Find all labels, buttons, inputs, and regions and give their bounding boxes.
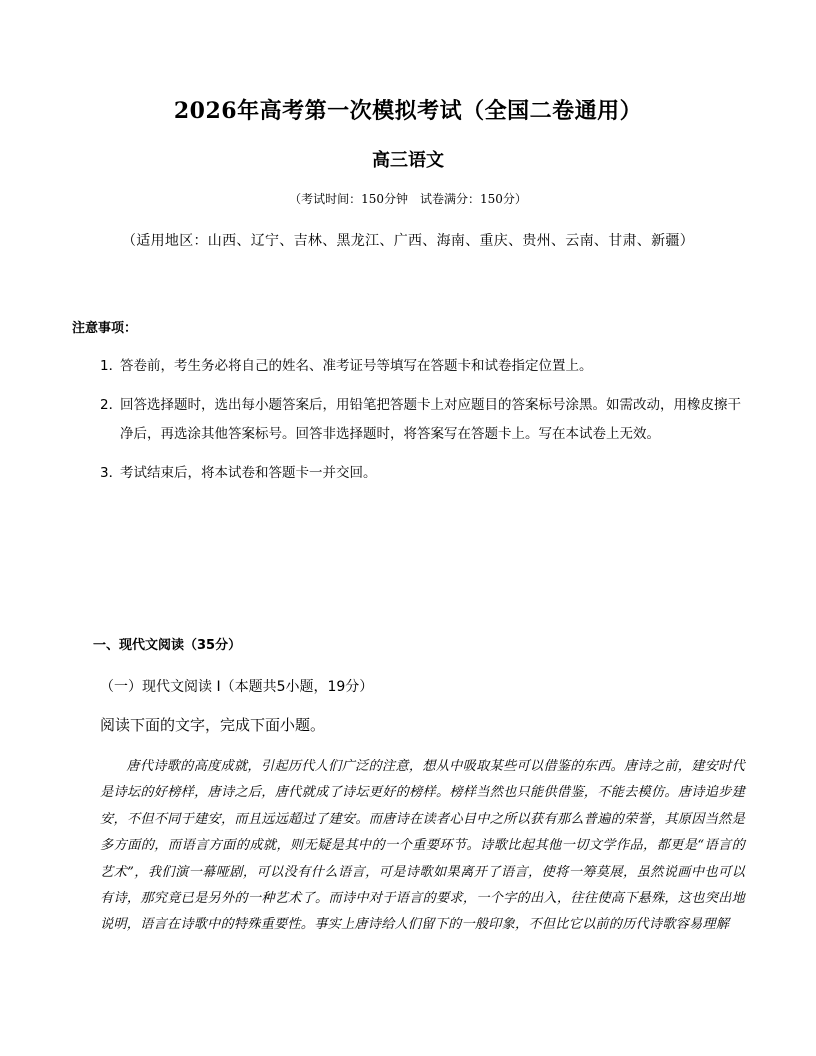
notice-item — [100, 352, 750, 381]
notice-item — [100, 391, 750, 449]
applicable-regions: （适用地区：山西、辽宁、吉林、黑龙江、广西、海南、重庆、贵州、云南、甘肃、新疆） — [122, 233, 694, 249]
notice-item — [100, 459, 750, 488]
subsection-heading: （一）现代文阅读 I（本题共5小题，19分） — [100, 679, 374, 695]
reading-instruction: 阅读下面的文字，完成下面小题。 — [100, 716, 326, 734]
notice-item-number: 1． — [100, 358, 123, 374]
notice-heading: 注意事项： — [72, 321, 138, 336]
notice-item-number: 3． — [100, 465, 123, 481]
notice-list — [100, 352, 750, 498]
exam-subject: 高三语文 — [372, 150, 444, 171]
exam-title: 2026年高考第一次模拟考试（全国二卷通用） — [173, 98, 643, 124]
section-heading: 一、现代文阅读（35分） — [93, 638, 242, 653]
notice-item-text: 考试结束后，将本试卷和答题卡一并交回。 — [120, 465, 377, 481]
reading-passage: 唐代诗歌的高度成就，引起历代人们广泛的注意，想从中吸取某些可以借鉴的东西。唐诗之前，建安时代是诗坛的好榜样，唐诗之后，唐代就成了诗坛更好的榜样。榜样当然也只能供借鉴，不能去模仿。唐诗追步建安，不但不同于建安，而且远远超过了建安。而唐诗在读者心目中之所以获有那么普遍的荣誉，其原因当然是多方面的，而语言方面的成就，则无疑是其中的一个重要环节。诗歌比起其他一切文学作品，都更是“语言的艺术”，我们演一幕哑剧，可以没有什么语言，可是诗歌如果离开了语言，使将一筹莫展，虽然说画中也可以有诗，那究竟已是另外的一种艺术了。而诗中对于语言的要求，一个字的出入，往往使高下悬殊，这也突出地说明，语言在诗歌中的特殊重要性。事实上唐诗给人们留下的一般印象，不但比它以前的历代诗歌容易理解 — [100, 759, 745, 933]
notice-item-number: 2． — [100, 397, 123, 413]
exam-time-and-score: （考试时间：150分钟 试卷满分：150分） — [289, 192, 527, 206]
notice-item-text: 回答选择题时，选出每小题答案后，用铅笔把答题卡上对应题目的答案标号涂黑。如需改动，用橡皮擦干净后，再选涂其他答案标号。回答非选择题时，将答案写在答题卡上。写在本试卷上无效。 — [120, 397, 741, 442]
notice-item-text: 答卷前，考生务必将自己的姓名、准考证号等填写在答题卡和试卷指定位置上。 — [120, 358, 593, 374]
